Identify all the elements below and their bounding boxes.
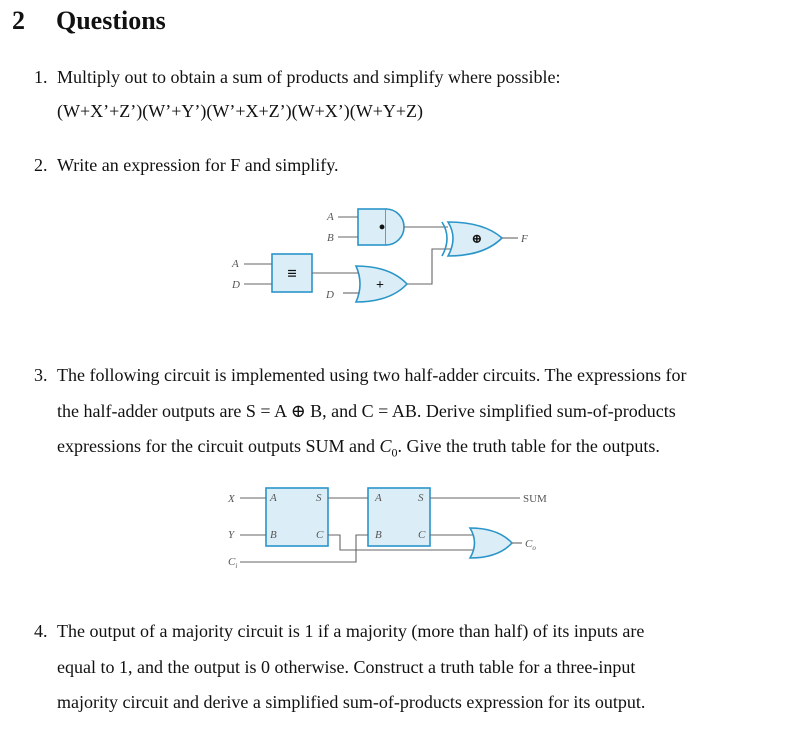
question-number: 1. — [34, 67, 48, 87]
question-2-circuit-diagram — [0, 195, 810, 320]
ha2-port-s: S — [418, 492, 424, 504]
output-label-sum: SUM — [523, 493, 547, 505]
question-text-line-3b: . Give the truth table for the outputs. — [397, 436, 660, 456]
cout-subscript: 0 — [391, 445, 398, 460]
ha2-port-a: A — [375, 492, 382, 504]
and-symbol: • — [378, 217, 386, 237]
xnor-symbol: ≡ — [287, 264, 297, 283]
input-label-d: D — [232, 279, 240, 291]
output-label-f: F — [521, 233, 528, 245]
or-symbol: + — [376, 278, 384, 293]
question-text-line-1: The output of a majority circuit is 1 if a majority (more than half) of its inputs are — [57, 621, 645, 641]
input-label-d2: D — [326, 289, 334, 301]
question-text-line-1: The following circuit is implemented using two half-adder circuits. The expressions for — [57, 365, 687, 385]
cout-variable: C — [379, 436, 392, 456]
xor-symbol: ⊕ — [471, 231, 483, 246]
question-1-formula: (W+X’+Z’)(W’+Y’)(W’+X+Z’)(W+X’)(W+Y+Z) — [57, 101, 424, 121]
ha1-port-b: B — [270, 529, 277, 541]
input-label-b: B — [327, 232, 334, 244]
question-text-line-3a: expressions for the circuit outputs SUM and — [57, 436, 380, 456]
question-text-line-3: majority circuit and derive a simplified sum-of-products expression for its output. — [57, 692, 646, 712]
question-text-line-2: the half-adder outputs are S = A ⊕ B, and C = AB. Derive simplified sum-of-products — [57, 400, 676, 421]
ha1-port-c: C — [316, 529, 324, 541]
section-number: 2 — [12, 6, 25, 35]
ha1-port-a: A — [270, 492, 277, 504]
output-label-cout: $C_o$ — [525, 538, 536, 552]
section-title: Questions — [56, 6, 166, 35]
input-label-cin: $C_i$ — [228, 556, 238, 570]
input-label-a2: A — [232, 258, 239, 270]
question-4 — [34, 614, 646, 721]
ha2-port-b: B — [375, 529, 382, 541]
ha1-port-s: S — [316, 492, 322, 504]
question-number: 4. — [34, 621, 48, 641]
question-text: Write an expression for F and simplify. — [57, 155, 339, 175]
question-number: 2. — [34, 155, 48, 175]
input-label-a: A — [327, 211, 334, 223]
question-3-circuit-diagram — [0, 480, 810, 575]
question-1 — [34, 60, 561, 96]
question-number: 3. — [34, 365, 48, 385]
ha2-port-c: C — [418, 529, 426, 541]
or-gate — [470, 528, 512, 558]
input-label-x: X — [228, 493, 235, 505]
question-text: Multiply out to obtain a sum of products and simplify where possible: — [57, 67, 561, 87]
section-heading — [12, 6, 166, 36]
input-label-y: Y — [228, 529, 235, 541]
question-3 — [34, 358, 687, 471]
question-text-line-2: equal to 1, and the output is 0 otherwise. Construct a truth table for a three-input — [57, 656, 636, 677]
question-2 — [34, 148, 339, 184]
